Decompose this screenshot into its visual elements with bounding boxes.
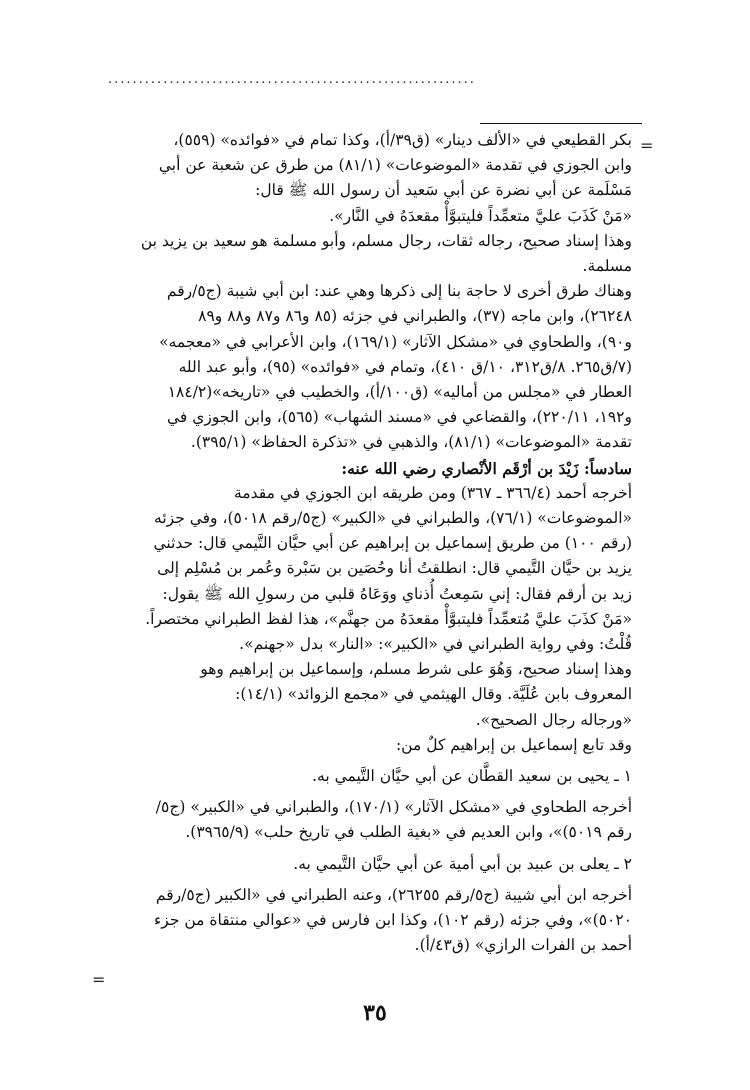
text-line: وابن الجوزي في تقدمة «الموضوعات» (٨١/١) من طرق عن شعبة عن أبي: [158, 156, 632, 175]
text-line: «الموضوعات» (٧٦/١)، والطبراني في «الكبير» (ج٥/رقم ٥٠١٨)، وفي جزئه: [154, 509, 632, 528]
text-line: العطار في «مجلس من أماليه» (ق١٠٠/أ)، والخطيب في «تاريخه»(١٨٤/٢: [167, 383, 632, 402]
text-line: و١٩٢، ٢٢٠/١١)، والقضاعي في «مسند الشهاب» (٥٦٥)، وابن الجوزي في: [167, 408, 632, 427]
hadith-quote: «مَنْ كَذَبَ عليَّ متعمِّداً فليتبوَّأْ مقعدَهُ في النَّار».: [329, 206, 632, 225]
text-line: مَسْلَمة عن أبي نضرة عن أبي سَعيد أن رسول الله ﷺ قال:: [255, 181, 632, 200]
text-line: و٩٠)، والطحاوي في «مشكل الآثار» (١٦٩/١)، وابن الأعرابي في «معجمه»: [159, 332, 632, 351]
text-line: تقدمة «الموضوعات» (٨١/١)، والذهبي في «تذكرة الحفاظ» (٣٩٥/١).: [190, 433, 632, 452]
dotted-separator: ............................................................: [108, 72, 476, 87]
list-item: ١ ـ يحيى بن سعيد القطَّان عن أبي حيَّان التَّيمي به.: [312, 767, 632, 786]
continuation-mark-top: =: [640, 136, 654, 155]
text-line: (٧/ق٢٦٥. ٨/ق٣١٢، ١٠/ق ٤١٠)، وتمام في «فوائده» (٩٥)، وأبو عبد الله: [178, 357, 632, 376]
text-line: أخرجه ابن أبي شيبة (ج٥/رقم ٢٦٢٥٥)، وعنه الطبراني في «الكبير (ج٥/رقم: [155, 885, 632, 904]
text-line: أخرجه الطحاوي في «مشكل الآثار» (١٧٠/١)، والطبراني في «الكبير» (ج٥/: [155, 798, 632, 817]
text-line: أخرجه أحمد (٣٦٦/٤ ـ ٣٦٧) ومن طريقه ابن الجوزي في مقدمة: [234, 483, 632, 502]
text-line: «ورجاله رجال الصحيح».: [475, 710, 632, 729]
text-line: رقم ٥٠١٩)»، وابن العديم في «بغية الطلب في تاريخ حلب» (٣٩٦٥/٩).: [185, 823, 632, 842]
list-item: ٢ ـ يعلى بن عبيد بن أبي أمية عن أبي حيَّان التَّيمي به.: [293, 854, 632, 873]
section-heading: سادساً: زَيْدَ بن أرْقَم الأنْصاري رضي الله عنه:: [341, 458, 632, 478]
footnote-rule: [480, 123, 642, 124]
text-line: قُلْتُ: وفي رواية الطبراني في «الكبير»: «النار» بدل «جهنم».: [239, 635, 632, 654]
text-line: ٥٠٢٠)»، وفي جزئه (رقم ١٠٢)، وكذا ابن فارس في «عوالي منتقاة من جزء: [154, 911, 632, 930]
page-body: [102, 128, 632, 959]
text-line: وقد تابع إسماعيل بن إبراهيم كلٌ من:: [395, 735, 632, 754]
text-line: وهذا إسناد صحيح، وَهُوَ على شرط مسلم، وإسماعيل بن إبراهيم وهو: [200, 660, 632, 679]
continuation-mark-bottom: =: [92, 970, 106, 989]
text-line: المعروف بابن عُلَيَّة. وقال الهيثمي في «مجمع الزوائد» (١٤/١):: [235, 685, 632, 704]
text-line: زيد بن أرقم فقال: إني سَمِعتُ أُذناي ووَعَاهُ قلبي من رسولِ الله ﷺ يقول:: [162, 584, 632, 603]
text-line: ٢٦٢٤٨)، وابن ماجه (٣٧)، والطبراني في جزئه (٨٥ و٨٦ و٨٧ و٨٨ و٨٩: [198, 307, 632, 326]
text-line: بكر القطيعي في «الألف دينار» (ق٣٩/أ)، وكذا تمام في «فوائده» (٥٥٩)،: [173, 131, 632, 149]
text-line: وهذا إسناد صحيح، رجاله ثقات، رجال مسلم، وأبو مسلمة هو سعيد بن يزيد بن مسلمة.: [140, 231, 632, 276]
page-number: ٣٥: [363, 1000, 387, 1026]
hadith-quote: «مَنْ كذَبَ عليَّ مُتعمِّداً فليتبوَّأْ مقعدَهُ من جهنَّم»، هذا لفظ الطبراني مختصراً.: [145, 609, 632, 628]
text-line: يزيد بن حيَّان التَّيمي قال: انطلقتُ أنا وحُصَين بن سَبْرة وعُمر بن مُسْلِم إلى: [157, 559, 632, 578]
text-line: (رقم ١٠٠) من طريق إسماعيل بن إبراهيم عن أبي حيَّان التَّيمي قال: حدثني: [153, 534, 632, 553]
text-line: وهناك طرق أخرى لا حاجة بنا إلى ذكرها وهي عند: ابن أبي شيبة (ج٥/رقم: [166, 282, 632, 301]
text-line: أحمد بن الفرات الرازي» (ق٤٣/أ).: [414, 936, 632, 955]
